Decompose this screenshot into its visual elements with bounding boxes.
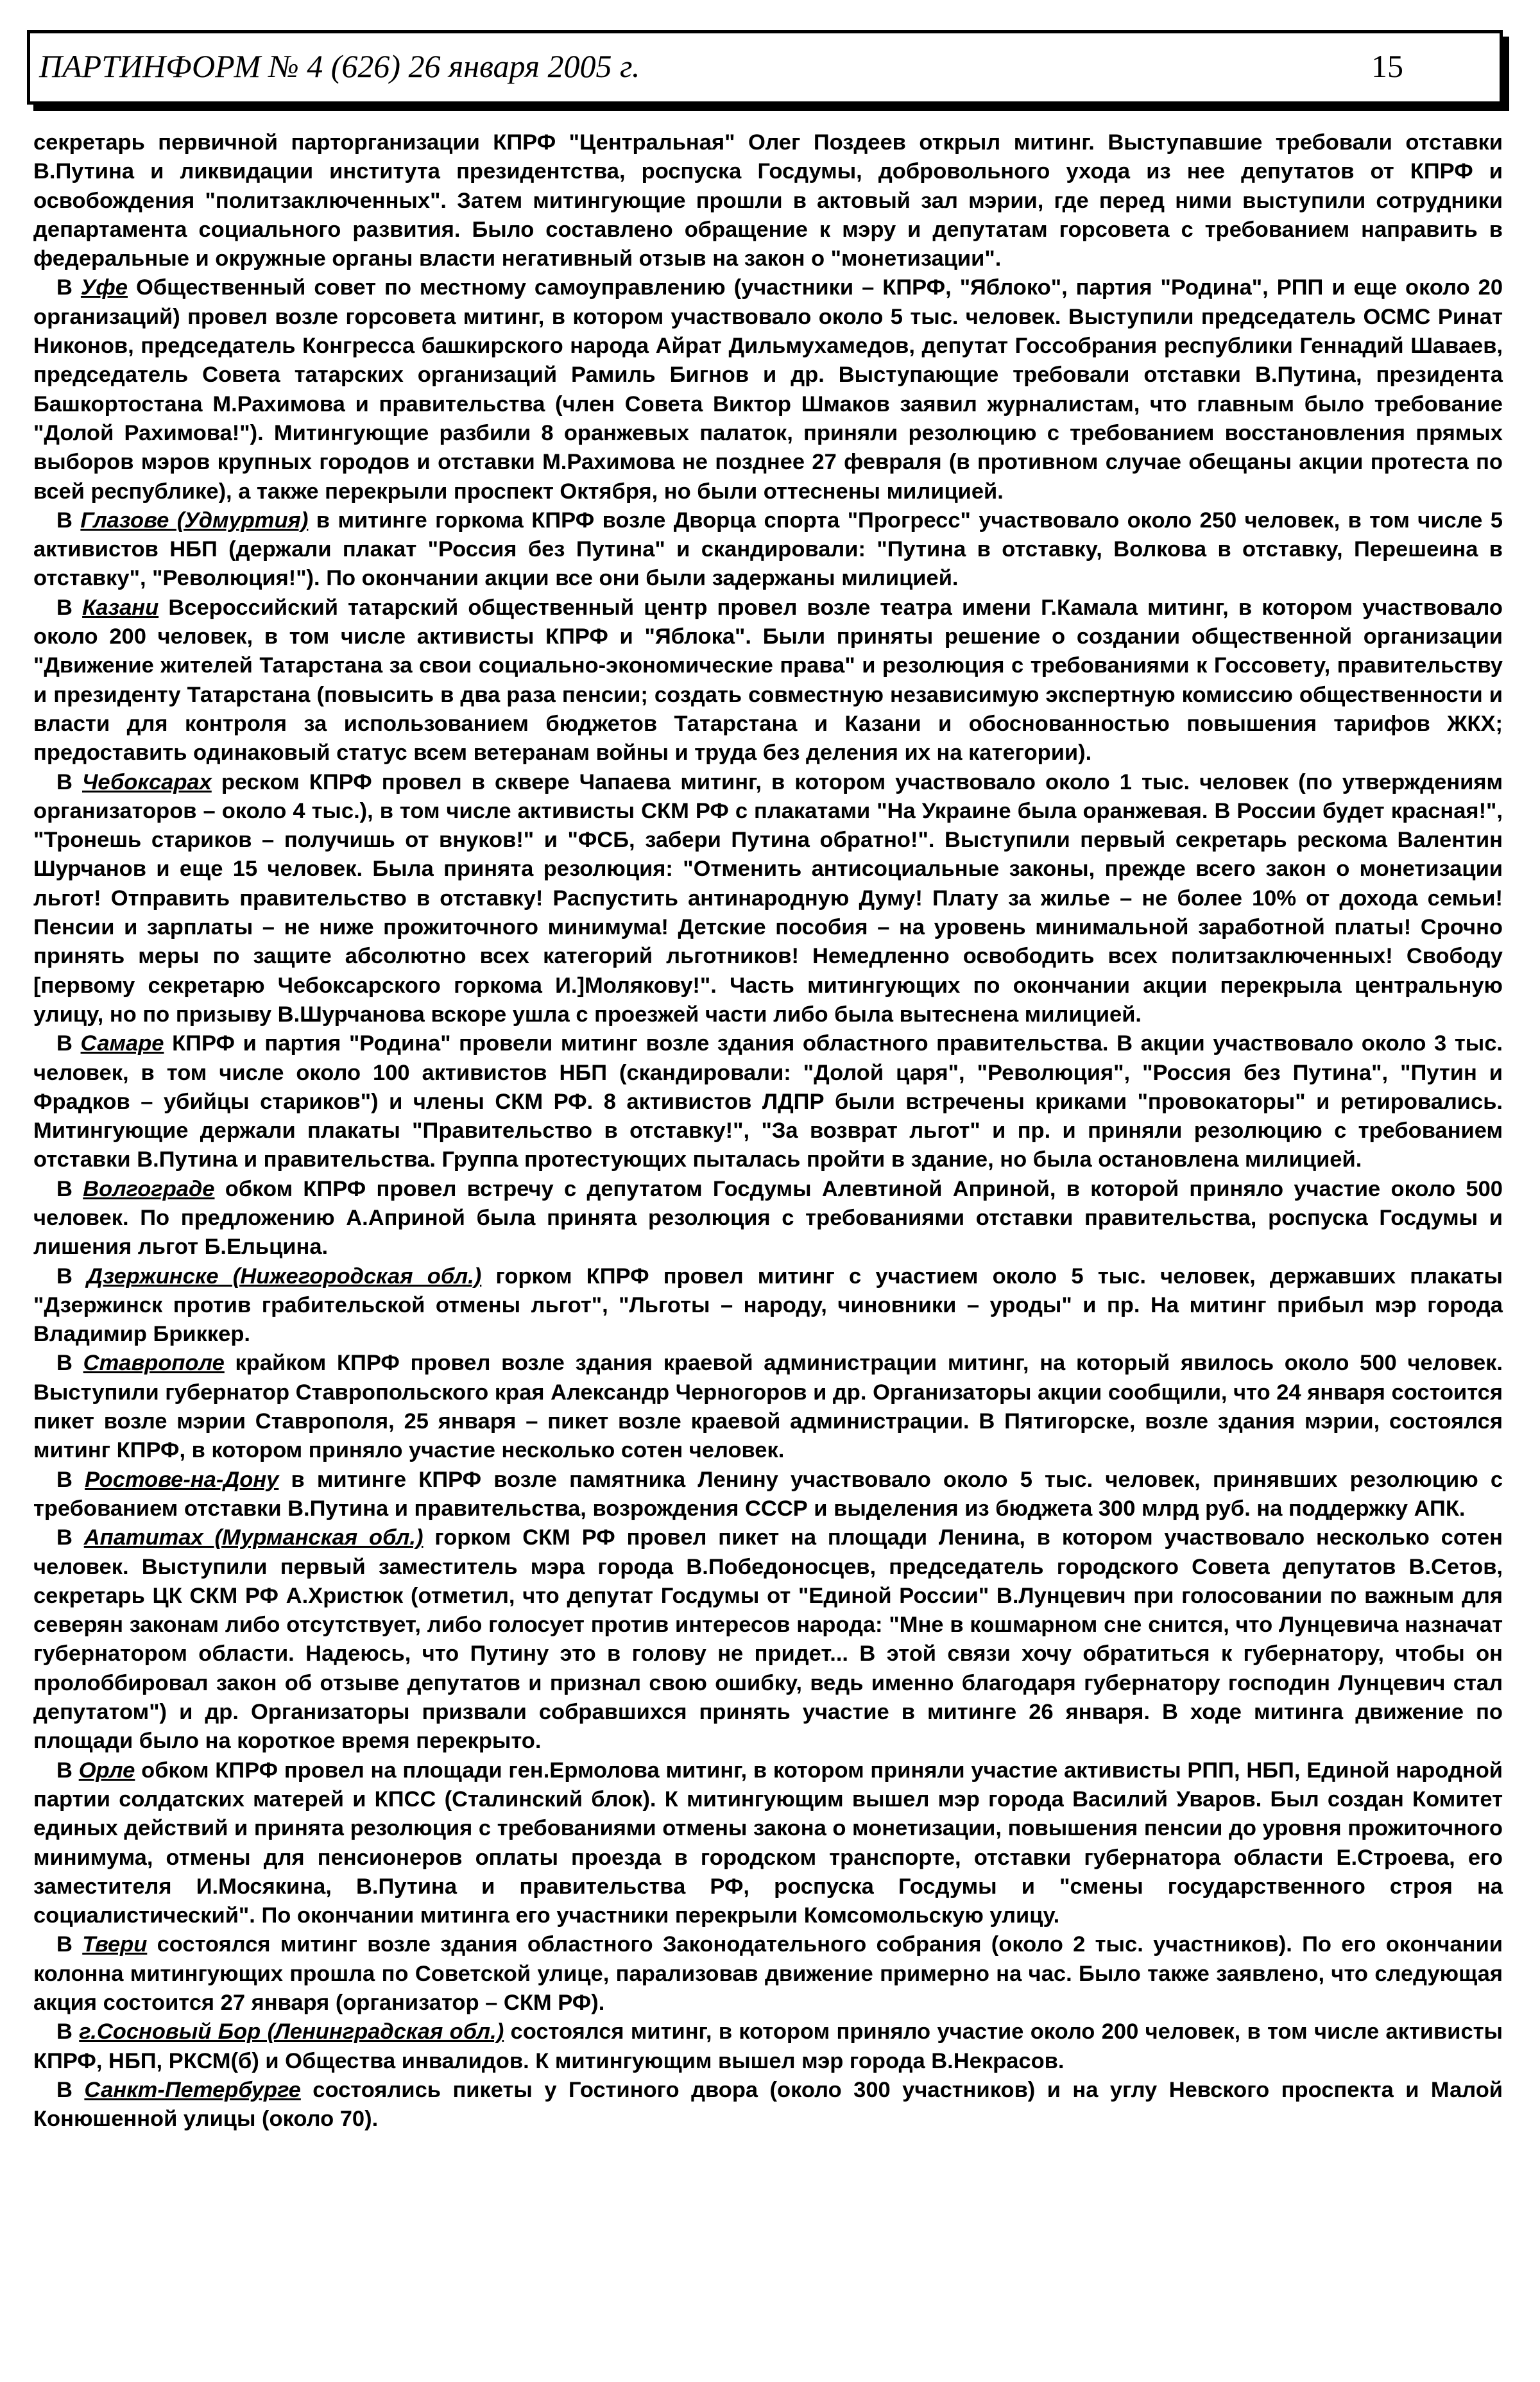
paragraph-text: обком КПРФ провел встречу с депутатом Госдумы Алевтиной Априной, в которой приняло участие около 500 человек. По предложению А.Априной была принята резолюция с требованиями отставки правительства, роспуска Госдумы и лишения льгот Б.Ельцина.: [33, 1176, 1503, 1260]
paragraph: [33, 768, 1503, 1030]
city-name: Апатитах (Мурманская обл.): [83, 1525, 424, 1550]
paragraph-text: состоялся митинг, в котором приняло участие около 200 человек, в том числе активисты КПРФ, НБП, РКСМ(б) и Общества инвалидов. К митингующим вышел мэр города В.Некрасов.: [33, 2019, 1503, 2073]
paragraph-text: состоялись пикеты у Гостиного двора (около 300 участников) и на углу Невского проспекта и Малой Конюшенной улицы (около 70).: [33, 2077, 1503, 2132]
paragraph: [33, 1930, 1503, 2018]
page-number: 15: [1371, 48, 1403, 84]
paragraph-prefix: В: [56, 275, 81, 300]
city-name: Самаре: [80, 1031, 164, 1056]
city-name: Твери: [82, 1932, 148, 1957]
paragraph-text: Общественный совет по местному самоуправлению (участники – КПРФ, "Яблоко", партия "Родина", РПП и еще около 20 организаций) провел возле горсовета митинг, в котором участвовало около 5 тыс. человек. Выступили председатель ОСМС Ринат Никонов, председатель Конгресса башкирского народа Айрат Дильмухамедов, депутат Госсобрания республики Геннадий Шаваев, председатель Совета татарских организаций Рамиль Бигнов и др. Выступающие требовали отставки В.Путина, президента Башкортостана М.Рахимова и правительства (член Совета Виктор Шмаков заявил журналистам, что главным было требование "Долой Рахимова!"). Митингующие разбили 8 оранжевых палаток, приняли резолюцию с требованием восстановления прямых выборов мэров крупных городов и отставки М.Рахимова не позднее 27 февраля (в противном случае обещаны акции протеста по всей республике), а также перекрыли проспект Октября, но были оттеснены милицией.: [33, 275, 1503, 504]
city-name: Глазове (Удмуртия): [80, 508, 309, 533]
paragraph-prefix: В: [56, 595, 83, 620]
paragraph-prefix: В: [56, 769, 82, 794]
paragraph: [33, 273, 1503, 506]
city-name: Волгограде: [83, 1176, 215, 1201]
paragraph-text: в митинге горкома КПРФ возле Дворца спорта "Прогресс" участвовало около 250 человек, в том числе 5 активистов НБП (держали плакат "Россия без Путина" и скандировали: "Путина в отставку, Волкова в отставку, Перешеина в отставку", "Революция!"). По окончании акции все они были задержаны милицией.: [33, 508, 1503, 591]
paragraph-text: горком СКМ РФ провел пикет на площади Ленина, в котором участвовало несколько сотен человек. Выступили первый заместитель мэра города В.Победоносцев, председатель городского Совета депутатов В.Сетов, секретарь ЦК СКМ РФ А.Христюк (отметил, что депутат Госдумы от "Единой России" В.Лунцевич при голосовании по важным для северян законам либо отсутствует, либо голосует против интересов народа: "Мне в кошмарном сне снится, что Лунцевича назначат губернатором области. Надеюсь, что Путину это в голову не придет... В этой связи хочу обратиться к губернатору, чтобы он пролоббировал закон об отзыве депутатов и признал свою ошибку, ведь именно благодаря губернатору господин Лунцевич стал депутатом") и др. Организаторы призвали собравшихся принять участие в митинге 26 января. В ходе митинга движение по площади было на короткое время перекрыто.: [33, 1525, 1503, 1754]
city-name: Ставрополе: [83, 1351, 225, 1376]
city-name: г.Сосновый Бор (Ленинградская обл.): [79, 2019, 504, 2044]
paragraph: [33, 2018, 1503, 2076]
paragraph: [33, 1349, 1503, 1465]
paragraph-text: реском КПРФ провел в сквере Чапаева митинг, в котором участвовало около 1 тыс. человек (по утверждениям организаторов – около 4 тыс.), в том числе активисты СКМ РФ с плакатами "На Украине была оранжевая. В России будет красная!", "Тронешь стариков – получишь от внуков!" и "ФСБ, забери Путина обратно!". Выступили первый секретарь рескома Валентин Шурчанов и еще 15 человек. Была принята резолюция: "Отменить антисоциальные законы, прежде всего закон о монетизации льгот! Отправить правительство в отставку! Распустить антинародную Думу! Плату за жилье – не более 10% от дохода семьи! Пенсии и зарплаты – не ниже прожиточного минимума! Детские пособия – на уровень минимальной заработной платы! Срочно принять меры по защите абсолютно всех категорий льготников! Немедленно освободить всех политзаключенных! Свободу [первому секретарю Чебоксарского горкома И.]Молякову!". Часть митингующих по окончании акции перекрыла центральную улицу, но по призыву В.Шурчанова вскоре ушла с проезжей части либо была вытеснена милицией.: [33, 769, 1503, 1027]
paragraph: [33, 1756, 1503, 1931]
paragraph-text: в митинге КПРФ возле памятника Ленину участвовало около 5 тыс. человек, принявших резолюцию с требованием отставки В.Путина и правительства, возрождения СССР и выделения из бюджета 300 млрд руб. на поддержку АПК.: [33, 1467, 1503, 1521]
paragraph-prefix: В: [56, 1264, 87, 1289]
paragraph-prefix: В: [56, 2019, 80, 2044]
paragraph-text: состоялся митинг возле здания областного Законодательного собрания (около 2 тыс. участников). По его окончании колонна митингующих прошла по Советской улице, парализовав движение примерно на час. Было также заявлено, что следующая акция состоится 27 января (организатор – СКМ РФ).: [33, 1932, 1503, 2015]
article-body: [33, 128, 1503, 2134]
paragraph: [33, 594, 1503, 768]
page-header: [27, 30, 1503, 105]
paragraph-text: КПРФ и партия "Родина" провели митинг возле здания областного правительства. В акции участвовало около 3 тыс. человек, в том числе около 100 активистов НБП (скандировали: "Долой царя", "Революция", "Россия без Путина", "Путин и Фрадков – убийцы стариков") и члены СКМ РФ. 8 активистов ЛДПР были встречены криками "провокаторы" и ретировались. Митингующие держали плакаты "Правительство в отставку!", "За возврат льгот" и пр. и приняли резолюцию с требованием отставки В.Путина и правительства. Группа протестующих пыталась пройти в здание, но была остановлена милицией.: [33, 1031, 1503, 1172]
paragraph: [33, 1523, 1503, 1756]
paragraph: [33, 506, 1503, 594]
paragraph-prefix: В: [56, 1932, 83, 1957]
paragraph: [33, 128, 1503, 273]
paragraph-prefix: В: [56, 1351, 83, 1376]
paragraph: [33, 1175, 1503, 1262]
city-name: Санкт-Петербурге: [84, 2077, 301, 2102]
paragraph-prefix: В: [56, 1176, 83, 1201]
paragraph-prefix: В: [56, 508, 81, 533]
city-name: Чебоксарах: [82, 769, 212, 794]
paragraph-text: секретарь первичной парторганизации КПРФ "Центральная" Олег Поздеев открыл митинг. Выступавшие требовали отставки В.Путина и ликвидации института президентства, роспуска Госдумы, добровольного ухода из нее депутатов от КПРФ и освобождения "политзаключенных". Затем митингующие прошли в актовый зал мэрии, где перед ними выступили сотрудники департамента социального развития. Было составлено обращение к мэру и депутатам горсовета с требованием направить в федеральные и окружные органы власти негативный отзыв на закон о "монетизации".: [33, 130, 1503, 271]
city-name: Казани: [82, 595, 159, 620]
publication-title: ПАРТИНФОРМ № 4 (626) 26 января 2005 г.: [39, 48, 640, 84]
paragraph-text: Всероссийский татарский общественный центр провел возле театра имени Г.Камала митинг, в котором участвовало около 200 человек, в том числе активисты КПРФ и "Яблока". Были приняты решение о создании общественной организации "Движение жителей Татарстана за свои социально-экономические права" и резолюция с требованиями к Госсовету, правительству и президенту Татарстана (повысить в два раза пенсии; создать совместную независимую экспертную комиссию общественности и власти для контроля за использованием бюджетов Татарстана и Казани и обоснованностью повышения тарифов ЖКХ; предоставить одинаковый статус всем ветеранам войны и труда без деления их на категории).: [33, 595, 1503, 766]
city-name: Орле: [78, 1758, 135, 1783]
paragraph: [33, 1466, 1503, 1524]
paragraph: [33, 2076, 1503, 2134]
paragraph-text: горком КПРФ провел митинг с участием около 5 тыс. человек, державших плакаты "Дзержинск против грабительской отмены льгот", "Льготы – народу, чиновники – уроды" и пр. На митинг прибыл мэр города Владимир Бриккер.: [33, 1264, 1503, 1347]
paragraph-prefix: В: [56, 1758, 79, 1783]
paragraph-prefix: В: [56, 2077, 85, 2102]
paragraph-prefix: В: [56, 1525, 84, 1550]
paragraph-prefix: В: [56, 1031, 81, 1056]
city-name: Ростове-на-Дону: [85, 1467, 279, 1492]
paragraph-text: крайком КПРФ провел возле здания краевой администрации митинг, на который явилось около 500 человек. Выступили губернатор Ставропольского края Александр Черногоров и др. Организаторы акции сообщили, что 24 января состоится пикет возле мэрии Ставрополя, 25 января – пикет возле краевой администрации. В Пятигорске, возле здания мэрии, состоялся митинг КПРФ, в котором приняло участие несколько сотен человек.: [33, 1351, 1503, 1463]
paragraph-text: обком КПРФ провел на площади ген.Ермолова митинг, в котором приняли участие активисты РПП, НБП, Единой народной партии солдатских матерей и КПСС (Сталинский блок). К митингующим вышел мэр города Василий Уваров. Был создан Комитет единых действий и принята резолюция с требованиями отмены закона о монетизации, повышения пенсии до уровня прожиточного минимума, отмены для пенсионеров оплаты проезда в городском транспорте, отставки губернатора области Е.Строева, его заместителя И.Мосякина, В.Путина и правительства РФ, роспуска Госдумы и "смены государственного строя на социалистический". По окончании митинга его участники перекрыли Комсомольскую улицу.: [33, 1758, 1503, 1928]
paragraph: [33, 1262, 1503, 1350]
city-name: Дзержинске (Нижегородская обл.): [87, 1264, 482, 1289]
paragraph-prefix: В: [56, 1467, 85, 1492]
city-name: Уфе: [80, 275, 128, 300]
paragraph: [33, 1029, 1503, 1174]
